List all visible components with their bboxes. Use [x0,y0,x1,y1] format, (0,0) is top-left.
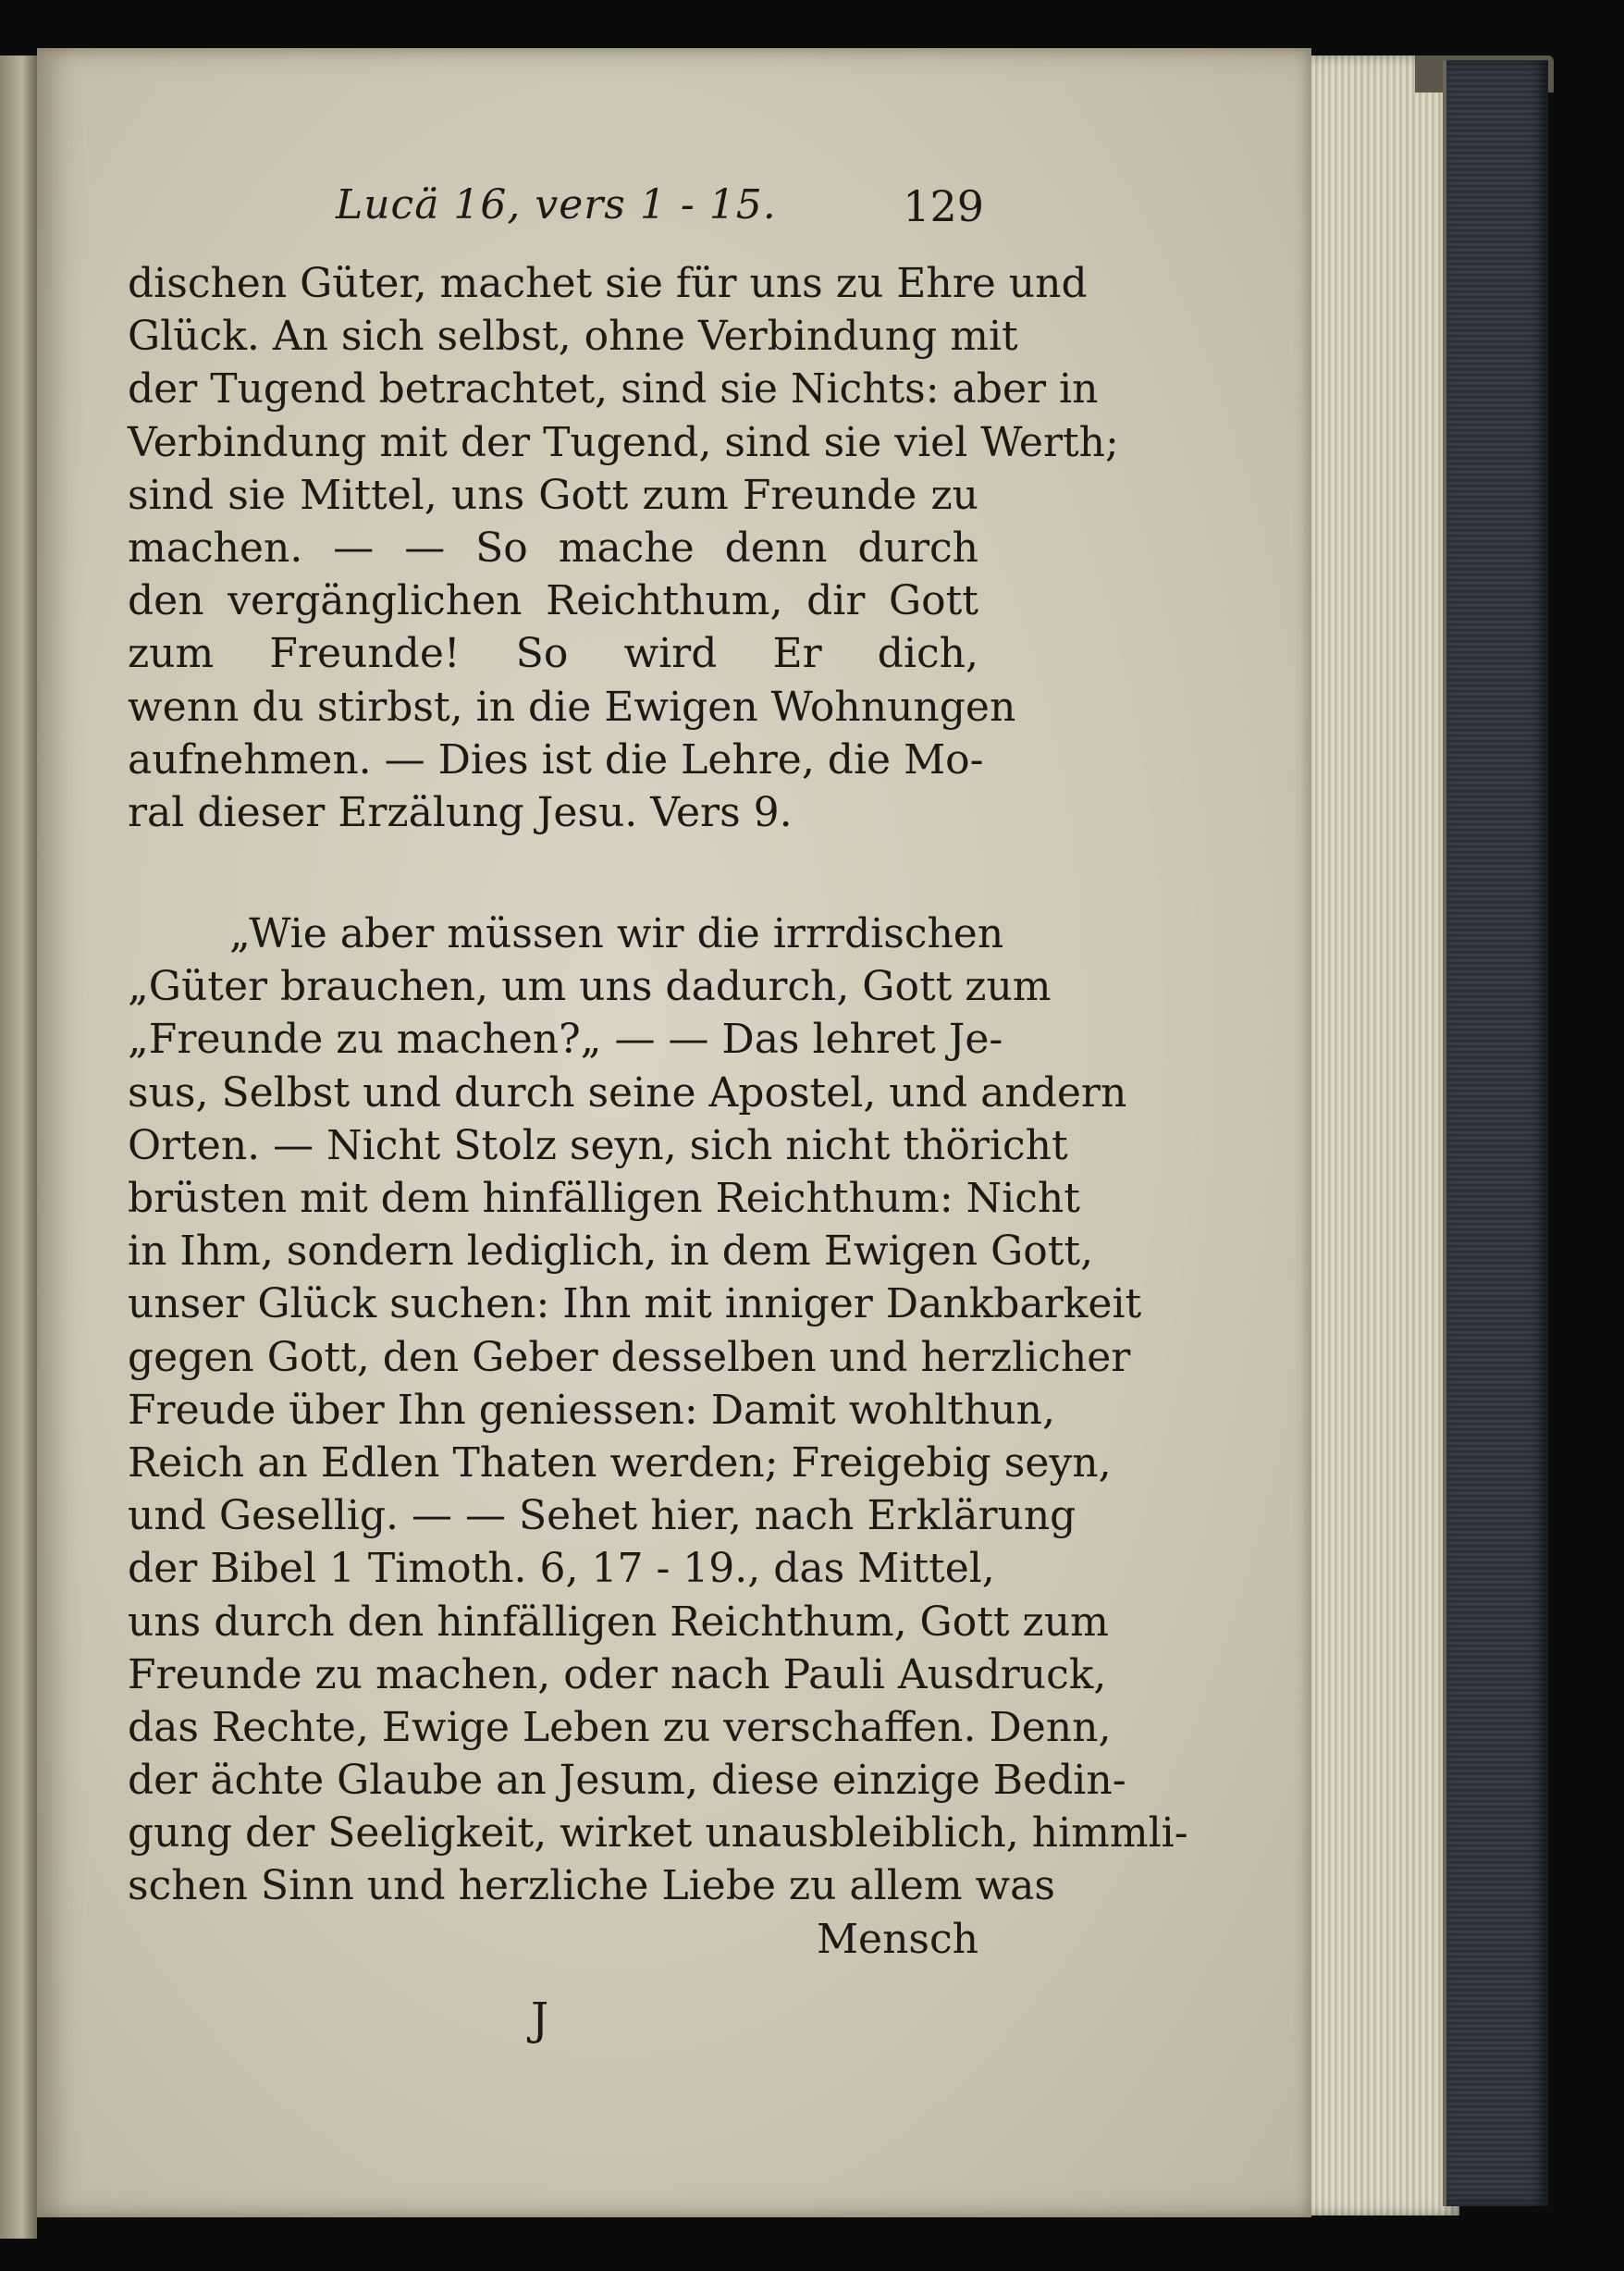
signature-mark: J [531,1993,549,2045]
paragraph-gap [128,839,978,907]
facing-page-edge [0,56,37,2239]
page-block-edge [1311,56,1459,2215]
text-line: der Tugend betrachtet, sind sie Nichts: aber in [128,365,1099,413]
catchword: Mensch [817,1915,978,1963]
text-line: der ächte Glaube an Jesum, diese einzige Bedin- [128,1757,1126,1805]
text-line: der Bibel 1 Timoth. 6, 17 - 19., das Mittel, [128,1545,995,1593]
text-line: zum Freunde! So wird Er dich, [128,630,978,678]
text-line: dischen Güter, machet sie für uns zu Ehre und [128,260,1088,307]
text-line: Orten. — Nicht Stolz seyn, sich nicht thöricht [128,1121,1068,1169]
text-line: uns durch den hinfälligen Reichthum, Gott zum [128,1598,1109,1646]
running-header [128,181,984,250]
text-line: Freude über Ihn geniessen: Damit wohlthun, [128,1386,1055,1434]
text-line: „Wie aber müssen wir die irrrdischen [229,910,1004,958]
text-line: den vergänglichen Reichthum, dir Gott [128,577,978,625]
text-line: Reich an Edlen Thaten werden; Freigebig seyn, [128,1438,1112,1487]
page-number: 129 [903,181,984,231]
page-text [128,181,1188,2067]
text-line: machen. — — So mache denn durch [128,524,978,572]
text-line: unser Glück suchen: Ihn mit inniger Dankbarkeit [128,1280,1142,1328]
text-line: wenn du stirbst, in die Ewigen Wohnungen [128,683,1016,731]
text-line: schen Sinn und herzliche Liebe zu allem was [128,1862,1055,1910]
text-line: brüsten mit dem hinfälligen Reichthum: Nicht [128,1175,1080,1222]
text-line: Freunde zu machen, oder nach Pauli Ausdruck, [128,1650,1107,1698]
paragraph-1 [128,257,1119,839]
text-line: „Freunde zu machen?„ — — Das lehret Je- [128,1016,1003,1064]
text-line: Glück. An sich selbst, ohne Verbindung mit [128,313,1018,361]
text-line: und Gesellig. — — Sehet hier, nach Erklärung [128,1492,1077,1540]
text-line: ral dieser Erzälung Jesu. Vers 9. [128,788,793,836]
book-cover [1443,60,1548,2206]
text-line: gung der Seeligkeit, wirket unausbleiblich, himmli- [128,1809,1188,1858]
running-title: Lucä 16, vers 1 - 15. [336,181,777,228]
text-line: das Rechte, Ewige Leben zu verschaffen. Denn, [128,1703,1112,1751]
paragraph-2 [128,907,1188,1966]
page-footer [128,1993,978,2067]
text-line: gegen Gott, den Geber desselben und herzlicher [128,1333,1131,1381]
text-line: sind sie Mittel, uns Gott zum Freunde zu [128,471,978,519]
text-line: aufnehmen. — Dies ist die Lehre, die Mo- [128,735,984,784]
text-line: in Ihm, sondern lediglich, in dem Ewigen Gott, [128,1228,1094,1276]
text-line: Verbindung mit der Tugend, sind sie viel Werth; [128,418,1119,466]
text-line: „Güter brauchen, um uns dadurch, Gott zum [128,963,1052,1011]
text-line: sus, Selbst und durch seine Apostel, und andern [128,1068,1127,1117]
